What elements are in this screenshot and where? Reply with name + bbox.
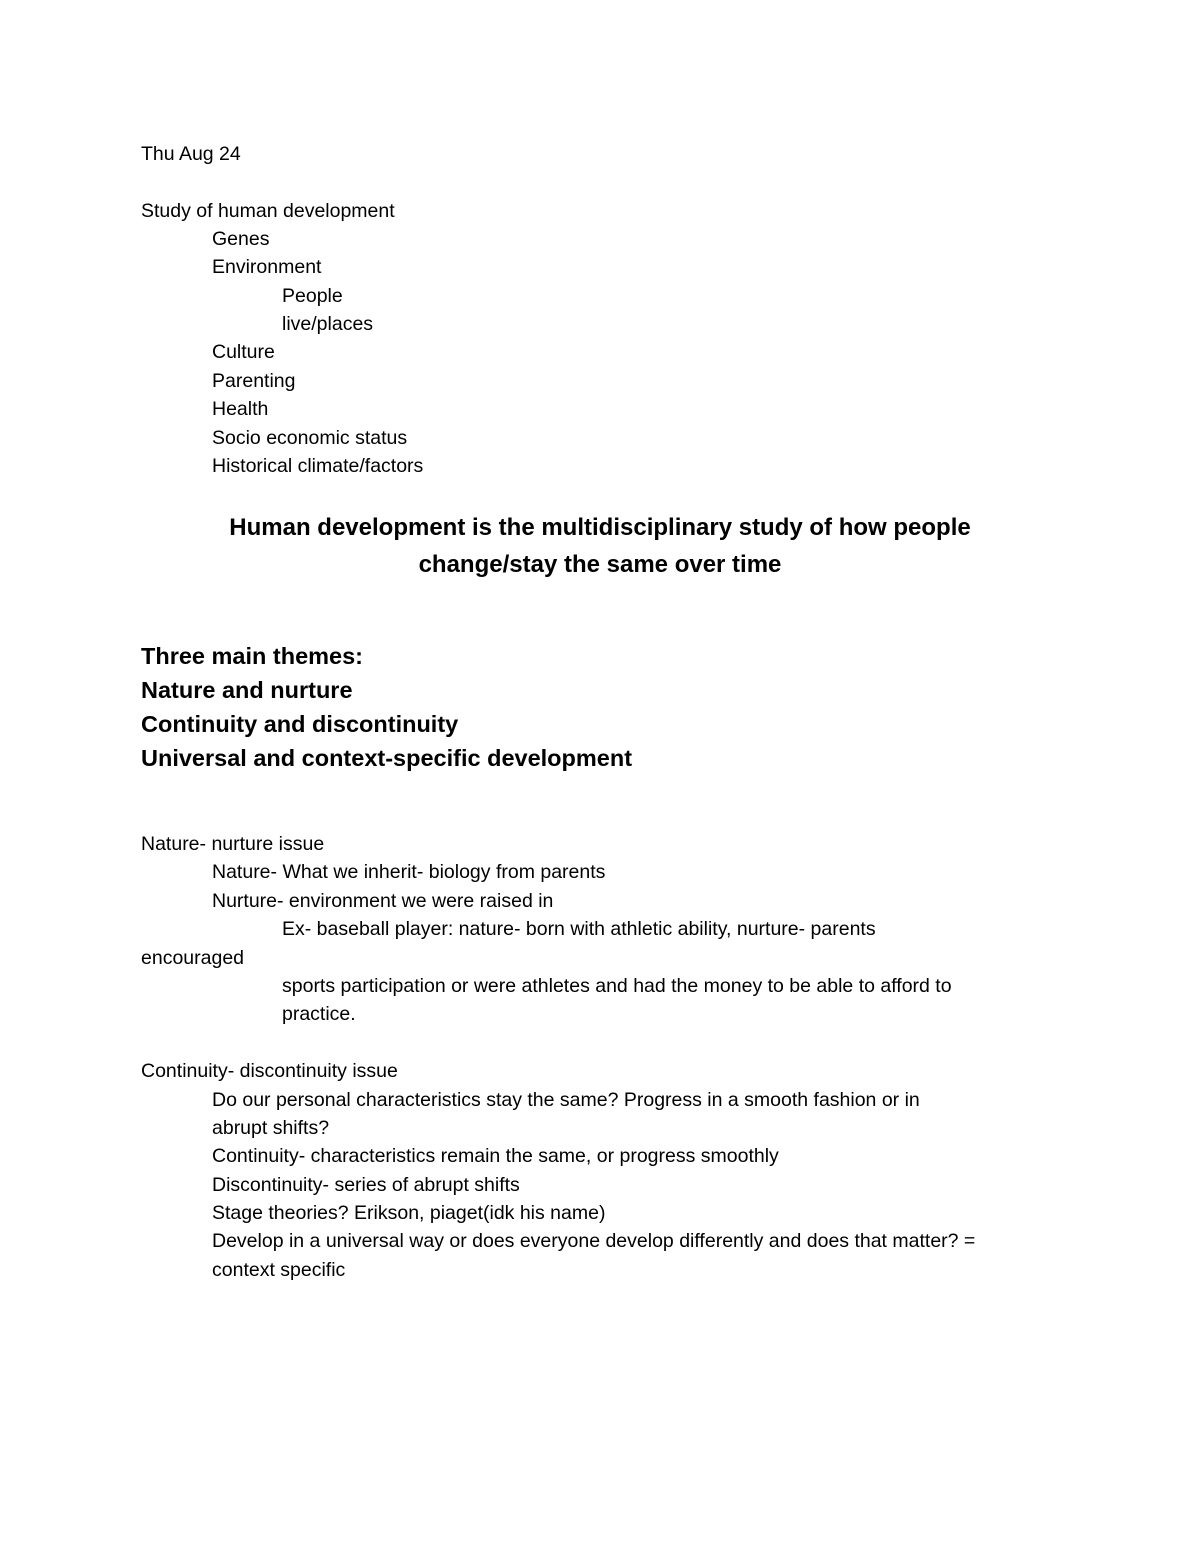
study-item-environment: Environment	[212, 256, 322, 278]
theme-item-nature-nurture: Nature and nurture	[141, 677, 353, 703]
continuity-line-2: abrupt shifts?	[212, 1117, 330, 1139]
continuity-line-5: Stage theories? Erikson, piaget(idk his name)	[212, 1202, 606, 1224]
example-line-3: sports participation or were athletes and had the money to be able to afford to	[282, 975, 952, 997]
date-line: Thu Aug 24	[141, 143, 241, 165]
study-item-ses: Socio economic status	[212, 427, 408, 449]
continuity-line-4: Discontinuity- series of abrupt shifts	[212, 1174, 520, 1196]
example-line-1: Ex- baseball player: nature- born with athletic ability, nurture- parents	[282, 918, 876, 940]
continuity-title: Continuity- discontinuity issue	[141, 1060, 398, 1082]
nature-line: Nature- What we inherit- biology from parents	[212, 861, 606, 883]
study-item-genes: Genes	[212, 228, 270, 250]
example-line-2: encouraged	[141, 947, 245, 969]
study-item-parenting: Parenting	[212, 370, 296, 392]
example-line-4: practice.	[282, 1003, 356, 1025]
theme-item-universal: Universal and context-specific development	[141, 745, 633, 771]
study-item-culture: Culture	[212, 341, 275, 363]
continuity-line-7: context specific	[212, 1259, 346, 1281]
study-subitem-live-places: live/places	[282, 313, 374, 335]
study-item-historical: Historical climate/factors	[212, 455, 424, 477]
continuity-line-3: Continuity- characteristics remain the same, or progress smoothly	[212, 1145, 779, 1167]
definition-line-1: Human development is the multidisciplinary study of how people	[229, 514, 971, 541]
themes-heading: Three main themes:	[141, 643, 364, 669]
nurture-line: Nurture- environment we were raised in	[212, 890, 554, 912]
continuity-line-6: Develop in a universal way or does everyone develop differently and does that matter? =	[212, 1230, 976, 1252]
study-item-health: Health	[212, 398, 269, 420]
study-title: Study of human development	[141, 200, 395, 222]
continuity-line-1: Do our personal characteristics stay the same? Progress in a smooth fashion or in	[212, 1089, 920, 1111]
definition-line-2: change/stay the same over time	[418, 551, 782, 578]
nature-nurture-title: Nature- nurture issue	[141, 833, 325, 855]
theme-item-continuity: Continuity and discontinuity	[141, 711, 459, 737]
study-subitem-people: People	[282, 285, 343, 307]
